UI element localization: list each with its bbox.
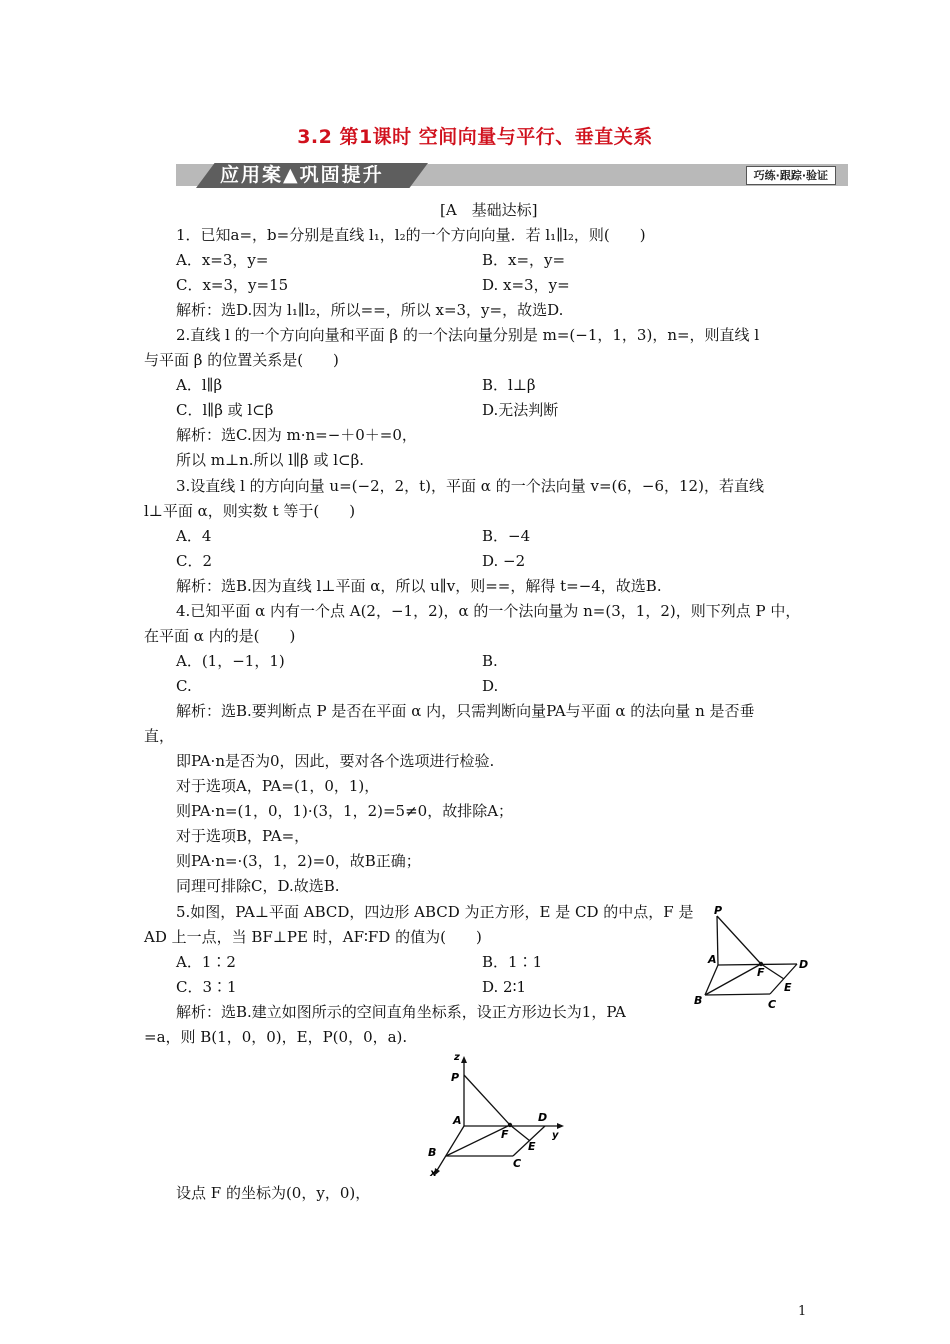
text-line: C．3∶1 [176, 978, 237, 996]
fig2-label: D [538, 1111, 548, 1124]
fig2-label: x [430, 1168, 437, 1179]
fig1-label: P [714, 904, 723, 917]
geometry-figure-2 [418, 1050, 568, 1180]
text-line: 所以 m⊥n.所以 l∥β 或 l⊂β. [176, 451, 365, 469]
text-line: 则PA·n=·(3，1，2)=0，故B正确； [176, 852, 421, 870]
fig1-label: D [799, 958, 809, 971]
text-line: A．1∶2 [176, 953, 236, 971]
text-line: 解析：选B.因为直线 l⊥平面 α，所以 u∥v，则==，解得 t=−4，故选B. [176, 577, 662, 595]
fig1-label: B [694, 994, 703, 1007]
text-line: 解析：选B.要判断点 P 是否在平面 α 内，只需判断向量PA与平面 α 的法向量 n 是否垂 [176, 702, 755, 720]
fig1-label: C [768, 998, 777, 1011]
text-line: A．l∥β [176, 376, 223, 394]
text-line: B. [482, 652, 498, 670]
text-line: B．l⊥β [482, 376, 536, 394]
fig1-label: E [784, 981, 792, 994]
text-line: 在平面 α 内的是( ) [144, 627, 296, 645]
text-line: 直， [144, 727, 175, 745]
text-line: 与平面 β 的位置关系是( ) [144, 351, 339, 369]
fig2-label: P [451, 1071, 460, 1084]
text-line: C．l∥β 或 l⊂β [176, 401, 274, 419]
text-line: D. −2 [482, 552, 526, 570]
fig2-label: E [528, 1140, 536, 1153]
text-line: 同理可排除C，D.故选B. [176, 877, 340, 895]
geometry-figure-1 [690, 900, 825, 1012]
text-line: 则PA·n=(1，0，1)·(3，1，2)=5≠0，故排除A； [176, 802, 514, 820]
text-line: 3.设直线 l 的方向向量 u=(−2，2，t)，平面 α 的一个法向量 v=(6，−6，12)，若直线 [176, 477, 764, 495]
text-line: 解析：选D.因为 l₁∥l₂，所以==，所以 x=3，y=，故选D. [176, 301, 564, 319]
fig2-label: A [453, 1114, 462, 1127]
text-line: l⊥平面 α，则实数 t 等于( ) [144, 502, 356, 520]
text-line: C. [176, 677, 192, 695]
text-line: AD 上一点，当 BF⊥PE 时，AF∶FD 的值为( ) [144, 928, 482, 946]
page-number: 1 [798, 1304, 807, 1319]
fig2-label: F [501, 1128, 509, 1141]
banner-tag: 巧练·跟踪·验证 [746, 166, 836, 185]
text-line: A．(1，−1，1) [176, 652, 285, 670]
page-title: 3.2 第1课时 空间向量与平行、垂直关系 [297, 126, 653, 148]
fig2-label: C [513, 1157, 522, 1170]
fig2-label: y [552, 1130, 559, 1141]
fig1-label: F [757, 966, 765, 979]
text-line: 解析：选C.因为 m·n=−＋0＋=0， [176, 426, 417, 444]
text-line: 4.已知平面 α 内有一个点 A(2，−1，2)，α 的一个法向量为 n=(3，1，2)，则下列点 P 中， [176, 602, 801, 620]
fig2-label: z [454, 1052, 460, 1063]
section-banner [176, 163, 848, 187]
text-line: 1．已知a=，b=分别是直线 l₁，l₂的一个方向向量．若 l₁∥l₂，则( ) [176, 226, 646, 244]
text-line: B．1∶1 [482, 953, 543, 971]
text-line: 对于选项A，PA=(1，0，1)， [176, 777, 380, 795]
text-line: 解析：选B.建立如图所示的空间直角坐标系，设正方形边长为1，PA [176, 1003, 626, 1021]
text-line: C．2 [176, 552, 213, 570]
text-line: B．−4 [482, 527, 531, 545]
text-line: D. 2∶1 [482, 978, 527, 996]
text-line: 对于选项B，PA=， [176, 827, 310, 845]
text-line: 即PA·n是否为0，因此，要对各个选项进行检验. [176, 752, 495, 770]
level-heading: [A 基础达标] [440, 201, 538, 219]
text-line: =a，则 B(1，0，0)，E，P(0，0，a). [144, 1028, 408, 1046]
text-line: 5.如图，PA⊥平面 ABCD，四边形 ABCD 为正方形，E 是 CD 的中点，F 是 [176, 903, 694, 921]
text-line: D. [482, 677, 499, 695]
text-line: C．x=3，y=15 [176, 276, 289, 294]
text-line: A．4 [176, 527, 212, 545]
text-line: B．x=，y= [482, 251, 566, 269]
text-line: 2.直线 l 的一个方向向量和平面 β 的一个法向量分别是 m=(−1，1，3)，n=，则直线 l [176, 326, 760, 344]
text-line: D. x=3，y= [482, 276, 570, 294]
fig1-label: A [708, 953, 717, 966]
fig2-label: B [428, 1146, 437, 1159]
text-line: D.无法判断 [482, 401, 559, 419]
banner-title: 应用案▲巩固提升 [220, 164, 384, 186]
text-line: A．x=3，y= [176, 251, 269, 269]
text-line: 设点 F 的坐标为(0，y，0)， [176, 1184, 371, 1202]
